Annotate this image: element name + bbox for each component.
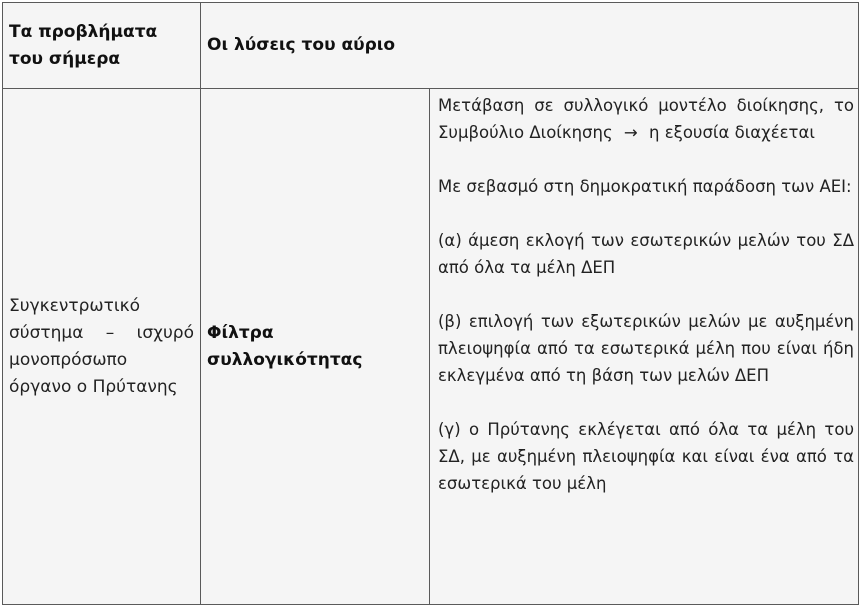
- solution-details-cell: [430, 89, 859, 605]
- point-c-paragraph: (γ) ο Πρύτανης εκλέγεται από όλα τα μέλη του ΣΔ, με αυξημένη πλειοψηφία και είναι ένα από τα εσωτερικά του μέλη: [438, 420, 854, 493]
- point-b-paragraph: (β) επιλογή των εξωτερικών μελών με αυξημένη πλειοψηφία από τα εσωτερικά μέλη που είναι ήδη εκλεγμένα από τη βάση των μελών ΔΕΠ: [438, 312, 854, 385]
- problem-cell: Συγκεντρωτικό σύστημα – ισχυρό μονοπρόσωπο όργανο ο Πρύτανης: [3, 89, 201, 605]
- transition-text: Μετάβαση σε συλλογικό μοντέλο διοίκησης, το Συμβούλιο Διοίκησης: [438, 96, 854, 142]
- header-problems: Τα προβλήματα του σήμερα: [3, 3, 201, 89]
- comparison-table: [2, 2, 859, 605]
- transition-result-text: η εξουσία διαχέεται: [649, 123, 815, 142]
- header-solutions: Οι λύσεις του αύριο: [201, 3, 859, 89]
- table-header-row: [3, 3, 859, 89]
- transition-paragraph: [438, 92, 854, 146]
- respect-paragraph: Με σεβασμό στη δημοκρατική παράδοση των ΑΕΙ:: [438, 177, 852, 196]
- table-row: [3, 89, 859, 605]
- arrow-right-icon: →: [623, 123, 638, 142]
- solution-filter-cell: Φίλτρα συλλογικότητας: [201, 89, 430, 605]
- point-a-paragraph: (α) άμεση εκλογή των εσωτερικών μελών του ΣΔ από όλα τα μέλη ΔΕΠ: [438, 231, 854, 277]
